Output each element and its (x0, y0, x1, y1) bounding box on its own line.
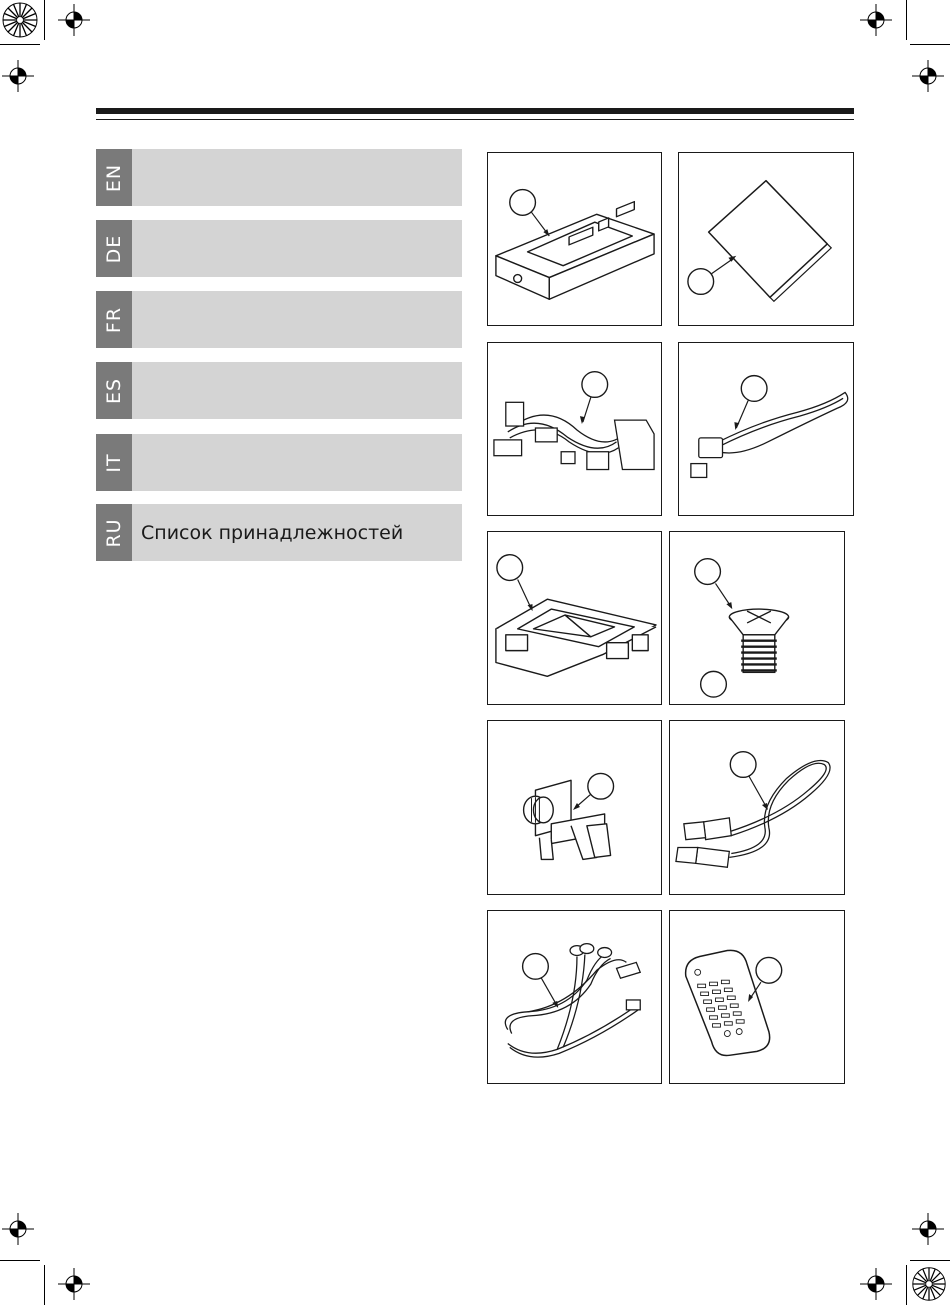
language-code-tab (96, 362, 132, 419)
registration-crosshair-icon (860, 1268, 892, 1300)
trim-line (0, 44, 40, 45)
registration-crosshair-icon (58, 1268, 90, 1300)
language-title-bar (132, 149, 462, 206)
registration-crosshair-icon (912, 60, 944, 92)
accessory-panel (487, 910, 662, 1084)
trim-line (906, 0, 907, 40)
accessory-panel (669, 910, 845, 1084)
language-code-tab (96, 291, 132, 348)
trim-line (44, 1265, 45, 1305)
trim-line (44, 0, 45, 40)
language-row-ru (96, 504, 462, 561)
clip-bracket-icon (488, 721, 661, 894)
accessory-panel (487, 720, 662, 895)
registration-crosshair-icon (912, 1213, 944, 1245)
screw-icon (670, 532, 844, 704)
language-code-tab (96, 220, 132, 277)
av-cable-icon (488, 911, 661, 1083)
language-code: FR (103, 306, 125, 333)
accessory-panel (669, 531, 845, 705)
trim-line (910, 44, 950, 45)
language-code: EN (103, 163, 125, 192)
language-row-es (96, 362, 462, 419)
trim-line (910, 1260, 950, 1261)
registration-crosshair-icon (2, 60, 34, 92)
language-code: IT (103, 452, 125, 473)
trim-line (0, 1260, 40, 1261)
accessory-panel (669, 720, 845, 895)
registration-sunburst-icon (908, 1263, 950, 1305)
language-code-tab (96, 434, 132, 491)
header-rule-thin (96, 119, 854, 120)
accessory-panel (487, 531, 662, 705)
accessory-panel (678, 342, 854, 516)
registration-crosshair-icon (860, 4, 892, 36)
header-rule (96, 108, 854, 114)
accessory-panel (487, 342, 662, 516)
registration-sunburst-icon (0, 0, 44, 44)
interface-box-icon (488, 153, 661, 325)
language-title-bar (132, 291, 462, 348)
accessory-panel (678, 152, 854, 326)
mounting-bracket-icon (488, 532, 661, 704)
language-code: RU (103, 517, 125, 548)
language-row-fr (96, 291, 462, 348)
language-code-tab (96, 504, 132, 561)
language-row-de (96, 220, 462, 277)
remote-control-icon (670, 911, 844, 1083)
trim-line (906, 1265, 907, 1305)
wiring-harness-icon (488, 343, 661, 515)
language-title-bar (132, 434, 462, 491)
language-title: Список принадлежностей (141, 521, 404, 544)
registration-crosshair-icon (2, 1213, 34, 1245)
language-title-bar (132, 220, 462, 277)
language-row-en (96, 149, 462, 206)
adhesive-pad-icon (679, 153, 853, 325)
accessory-panel (487, 152, 662, 326)
language-code: DE (103, 234, 125, 263)
language-code-tab (96, 149, 132, 206)
hdmi-cable-icon (670, 721, 844, 894)
registration-crosshair-icon (58, 4, 90, 36)
connector-cable-icon (679, 343, 853, 515)
language-title-bar (132, 362, 462, 419)
language-row-it (96, 434, 462, 491)
language-code: ES (103, 377, 125, 404)
language-title-bar (132, 504, 462, 561)
